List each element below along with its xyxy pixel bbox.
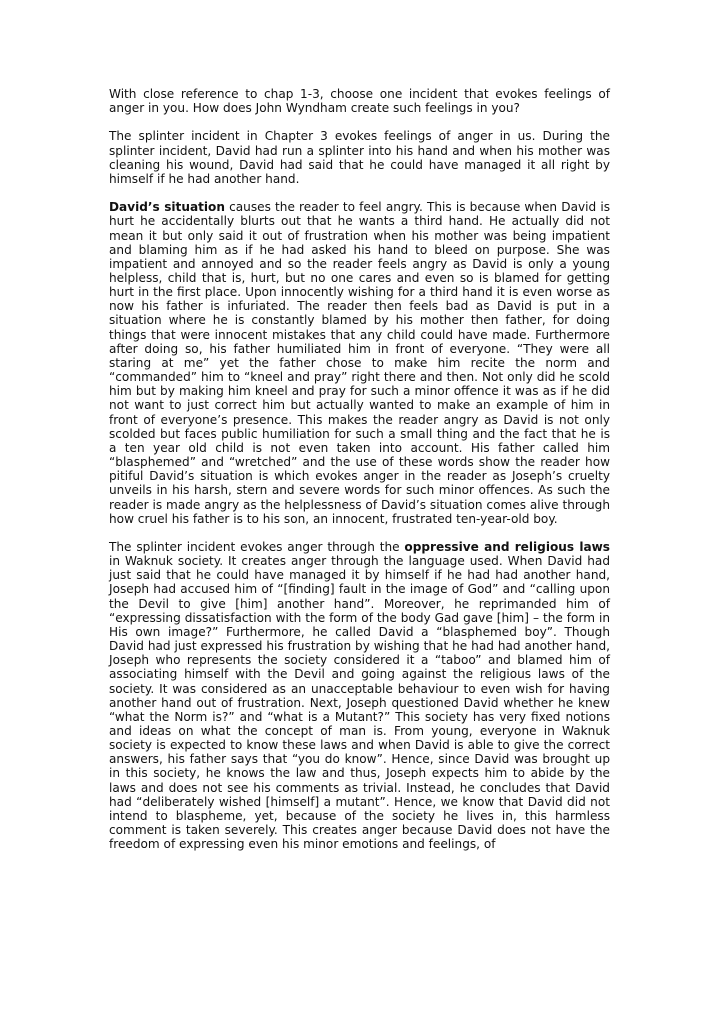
- body-paragraph-1: [109, 200, 610, 526]
- paragraph-1-topic: David’s situation: [109, 200, 225, 215]
- paragraph-2-lead: The splinter incident evokes anger through the: [109, 539, 405, 554]
- paragraph-2-text: in Waknuk society. It creates anger through the language used. When David had just said that he could have managed it by himself if he had had another hand, Joseph had accused him of “[finding] fault in the image of God” and “calling upon the Devil to give [him] another hand”. Moreover, he reprimanded him of “expressing dissatisfaction with the form of the body Gad gave [him] – the form in His own image?” Furthermore, he called David a “blasphemed boy”. Though David had just expressed his frustration by wishing that he had had another hand, Joseph who represents the society considered it a “taboo” and blamed him of associating himself with the Devil and going against the religious laws of the society. It was considered as an unacceptable behaviour to even wish for having another hand out of frustration. Next, Joseph questioned David whether he knew “what the Norm is?” and “what is a Mutant?” This society has very fixed notions and ideas on what the concept of man is. From young, everyone in Waknuk society is expected to know these laws and when David is able to give the correct answers, his father says that “you do know”. Hence, since David was brought up in this society, he knows the law and thus, Joseph expects him to abide by the laws and does not see his comments as trivial. Instead, he concludes that David had “deliberately wished [himself] a mutant”. Hence, we know that David did not intend to blaspheme, yet, because of the society he lives in, this harmless comment is taken severely. This creates anger because David does not have the freedom of expressing even his minor emotions and feelings, of: [109, 554, 610, 852]
- essay-question: With close reference to chap 1-3, choose one incident that evokes feelings of anger in you. How does John Wyndham create such feelings in you?: [109, 87, 610, 116]
- intro-paragraph: The splinter incident in Chapter 3 evokes feelings of anger in us. During the splinter incident, David had run a splinter into his hand and when his mother was cleaning his wound, David had said that he could have managed it all right by himself if he had another hand.: [109, 129, 610, 186]
- body-paragraph-2: [109, 540, 610, 851]
- paragraph-1-text: causes the reader to feel angry. This is because when David is hurt he accidentally blurts out that he wants a third hand. He actually did not mean it but only said it out of frustration when his mother was being impatient and blaming him as if he had asked his hand to bleed on purpose. She was impatient and annoyed and so the reader feels angry as David is only a young helpless, child that is, hurt, but no one cares and even so is blamed for getting hurt in the first place. Upon innocently wishing for a third hand it is even worse as now his father is infuriated. The reader then feels bad as David is put in a situation where he is constantly blamed by his mother then father, for doing things that were innocent mistakes that any child could have made. Furthermore after doing so, his father humiliated him in front of everyone. “They were all staring at me” yet the father chose to make him recite the norm and “commanded” him to “kneel and pray” right there and then. Not only did he scold him but by making him kneel and pray for such a minor offence it was as if he did not want to just correct him but actually wanted to make an example of him in front of everyone’s presence. This makes the reader angry as David is not only scolded but faces public humiliation for such a small thing and the fact that he is a ten year old child is not even taken into account. His father called him “blasphemed” and “wretched” and the use of these words show the reader how pitiful David’s situation is which evokes anger in the reader as Joseph’s cruelty unveils in his harsh, stern and severe words for such minor offences. As such the reader is made angry as the helplessness of David’s situation comes alive through how cruel his father is to his son, an innocent, frustrated ten-year-old boy.: [109, 200, 610, 526]
- document-page: [109, 87, 610, 866]
- paragraph-2-topic: oppressive and religious laws: [404, 539, 610, 554]
